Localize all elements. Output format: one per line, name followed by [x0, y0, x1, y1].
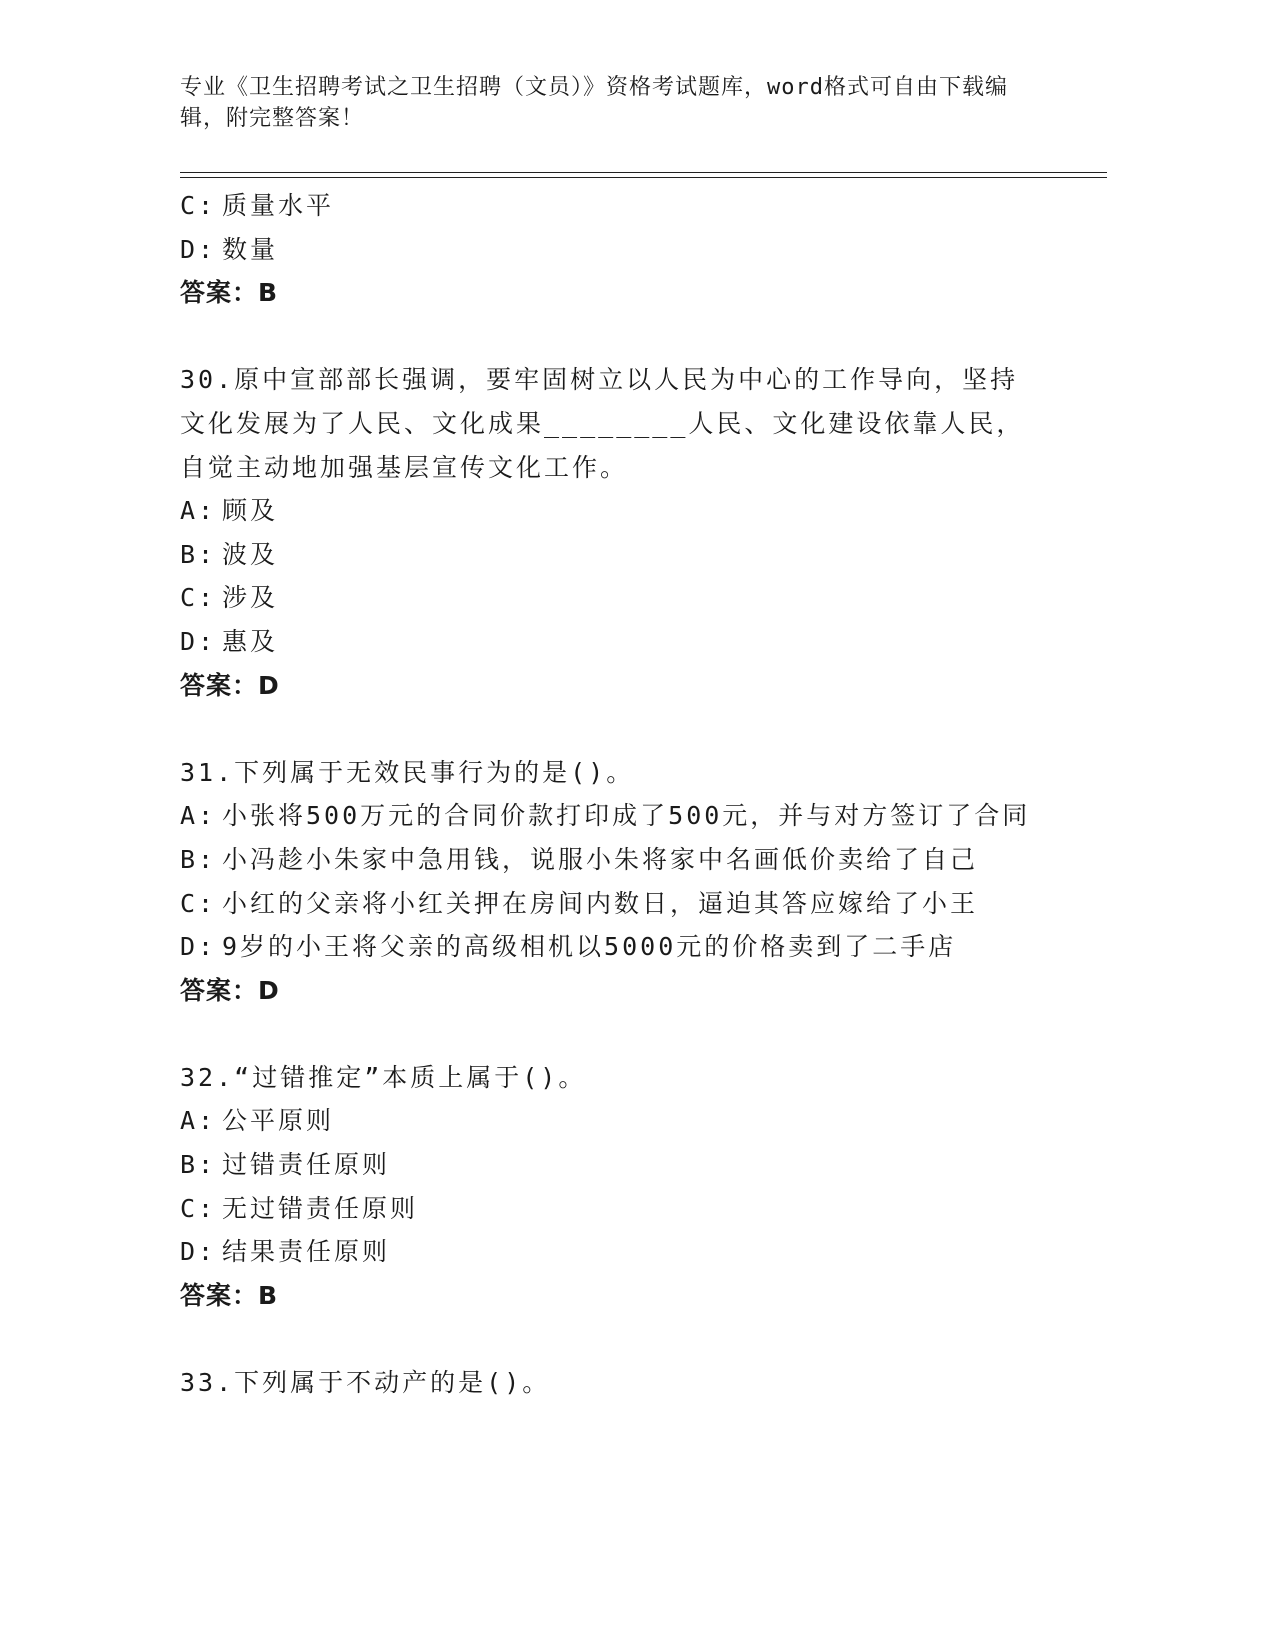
option-letter: C: — [180, 1193, 217, 1223]
spacer — [180, 1012, 1060, 1056]
option-text: 质量水平 — [222, 191, 335, 220]
option-text: 数量 — [222, 234, 279, 264]
option-text: 公平原则 — [222, 1106, 335, 1136]
question-stem: 30.原中宣部部长强调，要牢固树立以人民为中心的工作导向，坚持文化发展为了人民、文化成果________人民、文化建设依靠人民，自觉主动地加强基层宣传文化工作。 — [180, 365, 1025, 482]
spacer — [180, 707, 1060, 751]
option-b — [180, 533, 1060, 577]
question-content — [180, 184, 1060, 1405]
option-letter: D: — [180, 626, 217, 656]
option-text: 结果责任原则 — [222, 1237, 391, 1267]
option-letter: A: — [180, 496, 217, 526]
option-text: 小红的父亲将小红关押在房间内数日，逼迫其答应嫁给了小王 — [222, 888, 979, 918]
option-letter: A: — [180, 1106, 217, 1136]
option-letter: B: — [180, 539, 217, 569]
option-text: 过错责任原则 — [222, 1150, 391, 1180]
question-stem: 33.下列属于不动产的是()。 — [180, 1368, 551, 1398]
question-stem: 31.下列属于无效民事行为的是()。 — [180, 757, 635, 787]
option-a — [180, 794, 1060, 838]
option-a — [180, 1099, 1060, 1143]
option-c — [180, 882, 1060, 926]
option-text: 顾及 — [222, 496, 279, 526]
document-header: 专业《卫生招聘考试之卫生招聘（文员）》资格考试题库，word格式可自由下载编辑，附完整答案！ — [180, 75, 1008, 131]
option-text: 波及 — [222, 539, 279, 569]
answer: 答案：D — [180, 670, 280, 700]
option-c — [180, 1187, 1060, 1231]
option-c — [180, 184, 1060, 228]
option-letter: D: — [180, 932, 217, 962]
option-d — [180, 620, 1060, 664]
option-text: 惠及 — [222, 626, 279, 656]
spacer — [180, 1317, 1060, 1361]
option-a — [180, 489, 1060, 533]
spacer — [180, 315, 1060, 359]
option-c — [180, 576, 1060, 620]
option-text: 涉及 — [222, 583, 279, 613]
option-letter: B: — [180, 844, 217, 874]
option-d — [180, 1230, 1060, 1274]
option-letter: C: — [180, 888, 217, 918]
answer: 答案：B — [180, 278, 279, 308]
option-letter: D: — [180, 1237, 217, 1267]
option-d — [180, 925, 1060, 969]
option-letter: B: — [180, 1150, 217, 1180]
option-text: 小张将500万元的合同价款打印成了500元，并与对方签订了合同 — [222, 801, 1031, 831]
option-letter: A: — [180, 801, 217, 831]
option-text: 9岁的小王将父亲的高级相机以5000元的价格卖到了二手店 — [222, 932, 957, 962]
option-d — [180, 228, 1060, 272]
option-letter: D: — [180, 234, 217, 264]
header-rule-top — [180, 172, 1107, 173]
option-b — [180, 1143, 1060, 1187]
question-stem: 32.“过错推定”本质上属于()。 — [180, 1062, 587, 1092]
option-text: 小冯趁小朱家中急用钱，说服小朱将家中名画低价卖给了自己 — [222, 844, 979, 874]
option-letter: C: — [180, 191, 217, 220]
option-text: 无过错责任原则 — [222, 1193, 419, 1223]
answer: 答案：B — [180, 1280, 279, 1310]
option-b — [180, 838, 1060, 882]
answer: 答案：D — [180, 975, 280, 1005]
header-rule-bottom — [180, 177, 1107, 178]
option-letter: C: — [180, 583, 217, 613]
